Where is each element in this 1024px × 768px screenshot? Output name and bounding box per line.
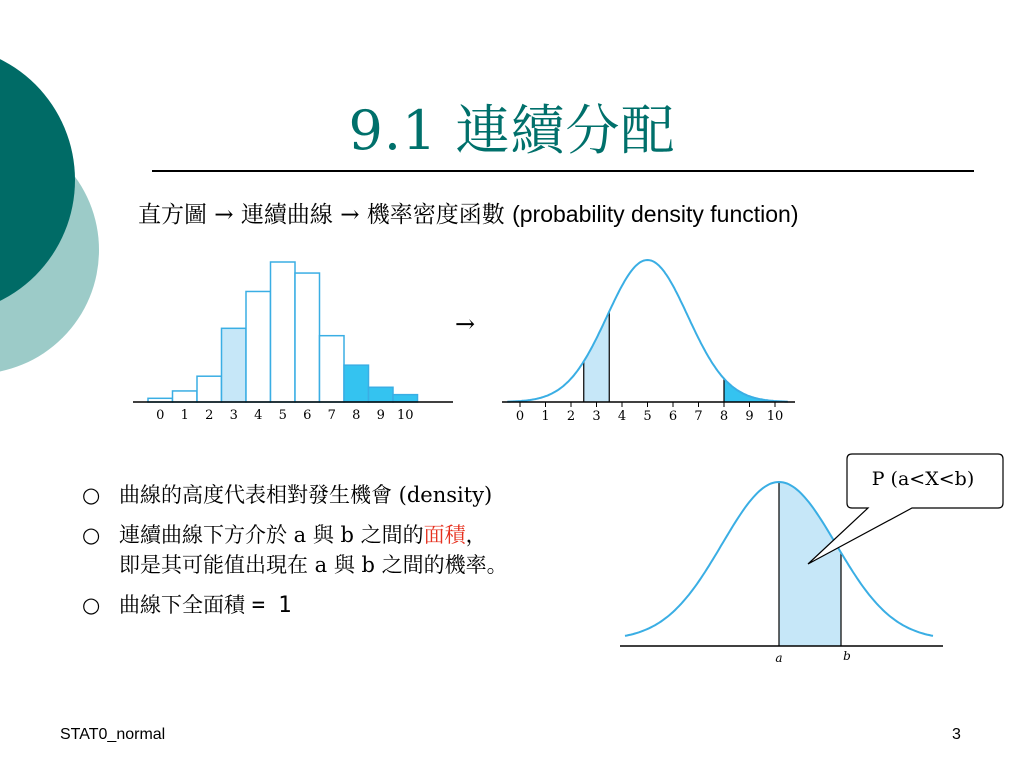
subtitle-zh: 直方圖 → 連續曲線 → 機率密度函數 [138, 202, 505, 228]
histogram-tick-label: 10 [396, 408, 414, 423]
histogram-bar-8 [344, 365, 369, 402]
decorative-circles [0, 0, 110, 420]
density-tick-label: 1 [541, 409, 550, 424]
page-number: 3 [952, 726, 961, 743]
bullet-text-line2: 即是其可能值出現在 a 與 b 之間的機率。 [119, 553, 508, 577]
bullet-text: 曲線下全面積 [119, 593, 245, 617]
density-tick-label: 8 [719, 409, 729, 424]
density-ticks [516, 402, 783, 424]
histogram-tick-label: 3 [229, 408, 238, 423]
bullet-item-area [82, 520, 508, 580]
density-tick-label: 3 [592, 409, 601, 424]
histogram-tick-label: 5 [278, 408, 287, 423]
histogram-tick-label: 8 [352, 408, 361, 423]
bullet-text-pre: 連續曲線下方介於 a 與 b 之間的 [119, 523, 424, 547]
histogram-chart [128, 250, 458, 425]
histogram-bar-7 [320, 336, 345, 402]
bullet-text-post: ， [465, 523, 487, 547]
bullet-item-density [82, 480, 508, 510]
density-tick-label: 0 [515, 409, 525, 424]
bullet-list [82, 480, 508, 631]
density-tick-label: 4 [617, 409, 627, 424]
bullet-highlight-area: 面積 [423, 523, 466, 547]
bullet-text: 曲線的高度代表相對發生機會 (density) [119, 483, 493, 507]
a-label: a [775, 651, 783, 665]
b-label: b [843, 649, 851, 663]
density-tick-label: 2 [566, 409, 576, 424]
density-tick-label: 5 [643, 409, 652, 424]
density-tick-label: 10 [766, 409, 784, 424]
histogram-bars [148, 262, 418, 402]
histogram-bar-5 [271, 262, 296, 402]
title-divider [152, 170, 974, 172]
density-tick-label: 7 [694, 409, 703, 424]
footer-label: STAT0_normal [60, 726, 166, 743]
density-tick-label: 9 [745, 409, 754, 424]
density-shaded-tail [724, 379, 775, 402]
transform-arrow: → [455, 310, 476, 338]
subtitle [138, 196, 798, 229]
callout-label: P (a<X<b) [871, 468, 975, 490]
slide-title: 9.1 連續分配 [348, 99, 676, 162]
bullet-marker: ○ [82, 483, 101, 507]
bullet-item-total-area [82, 590, 508, 621]
bullet-marker: ○ [82, 593, 101, 617]
histogram-bar-1 [173, 391, 198, 402]
histogram-bar-6 [295, 273, 320, 402]
histogram-tick-label: 4 [254, 408, 263, 423]
histogram-bar-9 [369, 387, 394, 402]
bullet-equation: = 1 [251, 593, 292, 618]
histogram-tick-labels [156, 408, 413, 423]
density-curve-chart [500, 250, 800, 425]
histogram-bar-2 [197, 376, 222, 402]
histogram-bar-10 [393, 395, 418, 402]
density-tick-label: 6 [668, 409, 678, 424]
histogram-tick-label: 9 [376, 408, 385, 423]
histogram-tick-label: 2 [205, 408, 214, 423]
histogram-bar-3 [222, 328, 247, 402]
bullet-marker: ○ [82, 523, 101, 547]
histogram-tick-label: 0 [156, 408, 165, 423]
histogram-tick-label: 1 [180, 408, 189, 423]
histogram-bar-4 [246, 291, 271, 402]
subtitle-en: (probability density function) [512, 201, 799, 227]
histogram-tick-label: 7 [327, 408, 336, 423]
density-curve-line [507, 260, 788, 402]
histogram-tick-label: 6 [303, 408, 312, 423]
